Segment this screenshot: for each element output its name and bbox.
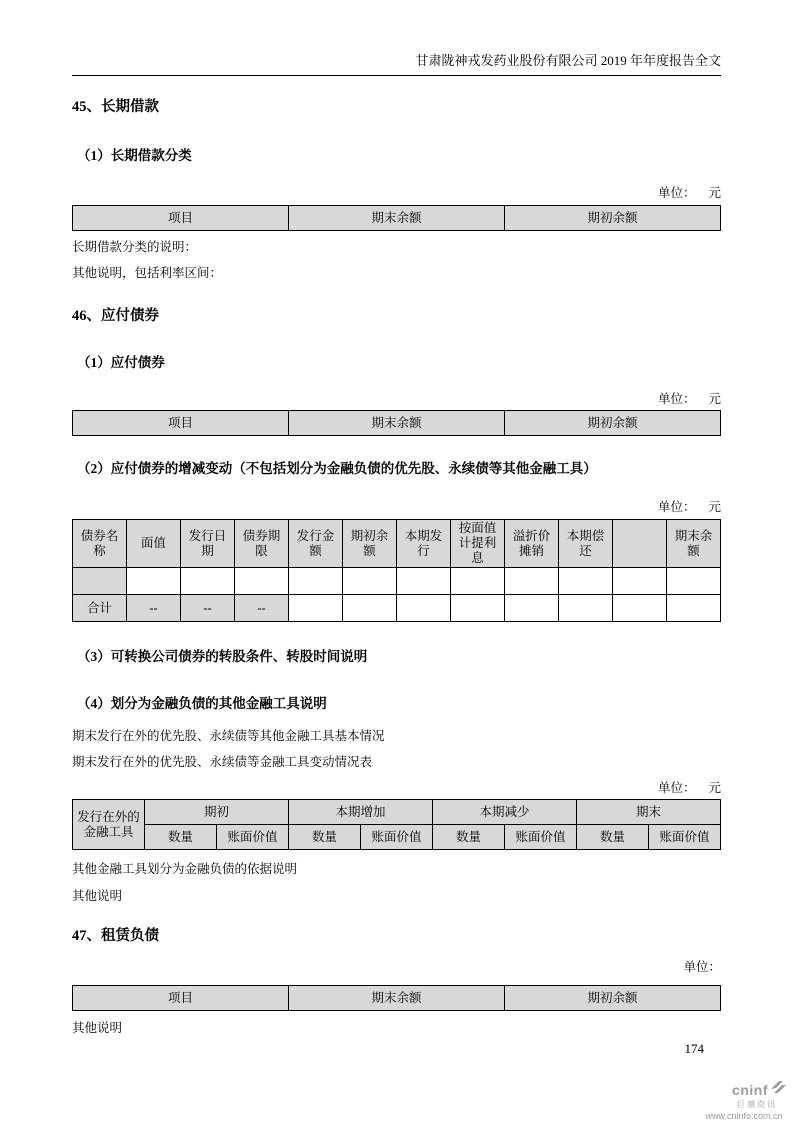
- section-46-sub2: （2）应付债券的增减变动（不包括划分为金融负债的优先股、永续债等其他金融工具）: [77, 461, 597, 476]
- table-header-row: [73, 520, 721, 568]
- cell: [343, 595, 397, 622]
- cell: [397, 595, 451, 622]
- unit-line-47: [72, 960, 721, 974]
- table-subheader-row: [73, 825, 721, 850]
- note-fi-basic: 期末发行在外的优先股、永续债等其他金融工具基本情况: [72, 729, 385, 743]
- note-fi-movement: 期末发行在外的优先股、永续债等金融工具变动情况表: [72, 755, 373, 769]
- col-header-item: 项目: [73, 986, 289, 1011]
- cell: [451, 595, 505, 622]
- table-total-row: [73, 595, 721, 622]
- lease-liability-table: [72, 985, 721, 1011]
- cell: [181, 568, 235, 595]
- group-decrease: 本期减少: [433, 800, 577, 825]
- table-row: [73, 568, 721, 595]
- sub-book-value: 账面价值: [361, 825, 433, 850]
- total-label-cell: 合计: [73, 595, 127, 622]
- sub-quantity: 数量: [145, 825, 217, 850]
- col-header-ending-balance: 期末余额: [289, 411, 505, 436]
- col-header-ending-balance: 期末余额: [289, 986, 505, 1011]
- cell: --: [181, 595, 235, 622]
- section-46-sub4: （4）划分为金融负债的其他金融工具说明: [77, 696, 327, 711]
- cell: [235, 568, 289, 595]
- col-header-item: 项目: [73, 411, 289, 436]
- note-fi-basis: 其他金融工具划分为金融负债的依据说明: [72, 862, 298, 876]
- cell: --: [235, 595, 289, 622]
- cell: [127, 568, 181, 595]
- col-issue-date: 发行日期: [181, 520, 235, 568]
- cninfo-brand-row: [699, 1080, 789, 1099]
- table-header-row: [73, 411, 721, 436]
- note-other: 其他说明: [72, 889, 123, 903]
- note-loan-classification: 长期借款分类的说明：: [72, 240, 198, 254]
- group-ending: 期末: [577, 800, 721, 825]
- col-current-issue: 本期发行: [397, 520, 451, 568]
- cell: [505, 595, 559, 622]
- long-term-loan-table: [72, 205, 721, 231]
- table-header-row: [73, 986, 721, 1011]
- cell: [73, 568, 127, 595]
- cell: --: [127, 595, 181, 622]
- table-group-header-row: [73, 800, 721, 825]
- col-header-beginning-balance: 期初余额: [505, 206, 721, 231]
- sub-quantity: 数量: [577, 825, 649, 850]
- section-46-sub1: （1）应付债券: [77, 355, 165, 370]
- sub-book-value: 账面价值: [505, 825, 577, 850]
- cell: [451, 568, 505, 595]
- col-blank: [613, 520, 667, 568]
- section-46-sub3: （3）可转换公司债券的转股条件、转股时间说明: [77, 649, 368, 664]
- group-beginning: 期初: [145, 800, 289, 825]
- cninfo-url: www.cninfo.com.cn: [705, 1111, 783, 1121]
- cell: [289, 568, 343, 595]
- cninfo-swirl-icon: [770, 1080, 787, 1099]
- sub-book-value: 账面价值: [649, 825, 721, 850]
- col-header-ending-balance: 期末余额: [289, 206, 505, 231]
- col-header-beginning-balance: 期初余额: [505, 411, 721, 436]
- cninfo-caption: 巨潮资讯: [737, 1100, 777, 1109]
- cell: [343, 568, 397, 595]
- page-number: 174: [684, 1041, 704, 1056]
- cninfo-logo: [699, 1080, 789, 1121]
- unit-currency: 元: [708, 392, 721, 406]
- col-face-value: 面值: [127, 520, 181, 568]
- section-47-title: 47、租赁负债: [72, 928, 159, 944]
- cell: [667, 568, 721, 595]
- cell: [505, 568, 559, 595]
- unit-line-46-2: [72, 500, 721, 514]
- sub-quantity: 数量: [433, 825, 505, 850]
- col-bond-name: 债券名称: [73, 520, 127, 568]
- unit-currency: 元: [708, 186, 721, 200]
- unit-currency: 元: [708, 781, 721, 795]
- group-increase: 本期增加: [289, 800, 433, 825]
- note-interest-range: 其他说明，包括利率区间：: [72, 266, 223, 280]
- unit-line-46-1: [72, 392, 721, 406]
- cell: [613, 595, 667, 622]
- unit-label: 单位：: [657, 781, 696, 795]
- unit-line-45: [72, 186, 721, 200]
- col-premium-amortization: 溢折价摊销: [505, 520, 559, 568]
- sub-quantity: 数量: [289, 825, 361, 850]
- cell: [559, 595, 613, 622]
- col-bond-term: 债券期限: [235, 520, 289, 568]
- col-header-item: 项目: [73, 206, 289, 231]
- unit-line-46-3: [72, 781, 721, 795]
- unit-label: 单位：: [657, 500, 696, 514]
- unit-label: 单位：: [657, 392, 696, 406]
- cell: [613, 568, 667, 595]
- bond-movement-table: [72, 519, 721, 622]
- section-46-title: 46、应付债券: [72, 308, 159, 324]
- col-ending-balance: 期末余额: [667, 520, 721, 568]
- section-45-sub1: （1）长期借款分类: [77, 148, 192, 163]
- financial-instruments-table: [72, 799, 721, 850]
- unit-label: 单位：: [683, 960, 721, 974]
- cell: [397, 568, 451, 595]
- corner-header: 发行在外的金融工具: [73, 800, 145, 850]
- cell: [559, 568, 613, 595]
- cell: [667, 595, 721, 622]
- cninfo-brand-text: cninf: [732, 1081, 768, 1098]
- sub-book-value: 账面价值: [217, 825, 289, 850]
- unit-currency: 元: [708, 500, 721, 514]
- document-header-title: 甘肃陇神戎发药业股份有限公司 2019 年年度报告全文: [415, 53, 721, 68]
- document-header: [72, 0, 721, 76]
- bonds-payable-table: [72, 410, 721, 436]
- col-interest-at-face: 按面值计提利息: [451, 520, 505, 568]
- table-header-row: [73, 206, 721, 231]
- col-current-repayment: 本期偿还: [559, 520, 613, 568]
- section-45-title: 45、长期借款: [72, 99, 159, 115]
- cell: [289, 595, 343, 622]
- unit-label: 单位：: [657, 186, 696, 200]
- col-issue-amount: 发行金额: [289, 520, 343, 568]
- note-other-47: 其他说明: [72, 1021, 123, 1035]
- col-beginning-balance: 期初余额: [343, 520, 397, 568]
- col-header-beginning-balance: 期初余额: [505, 986, 721, 1011]
